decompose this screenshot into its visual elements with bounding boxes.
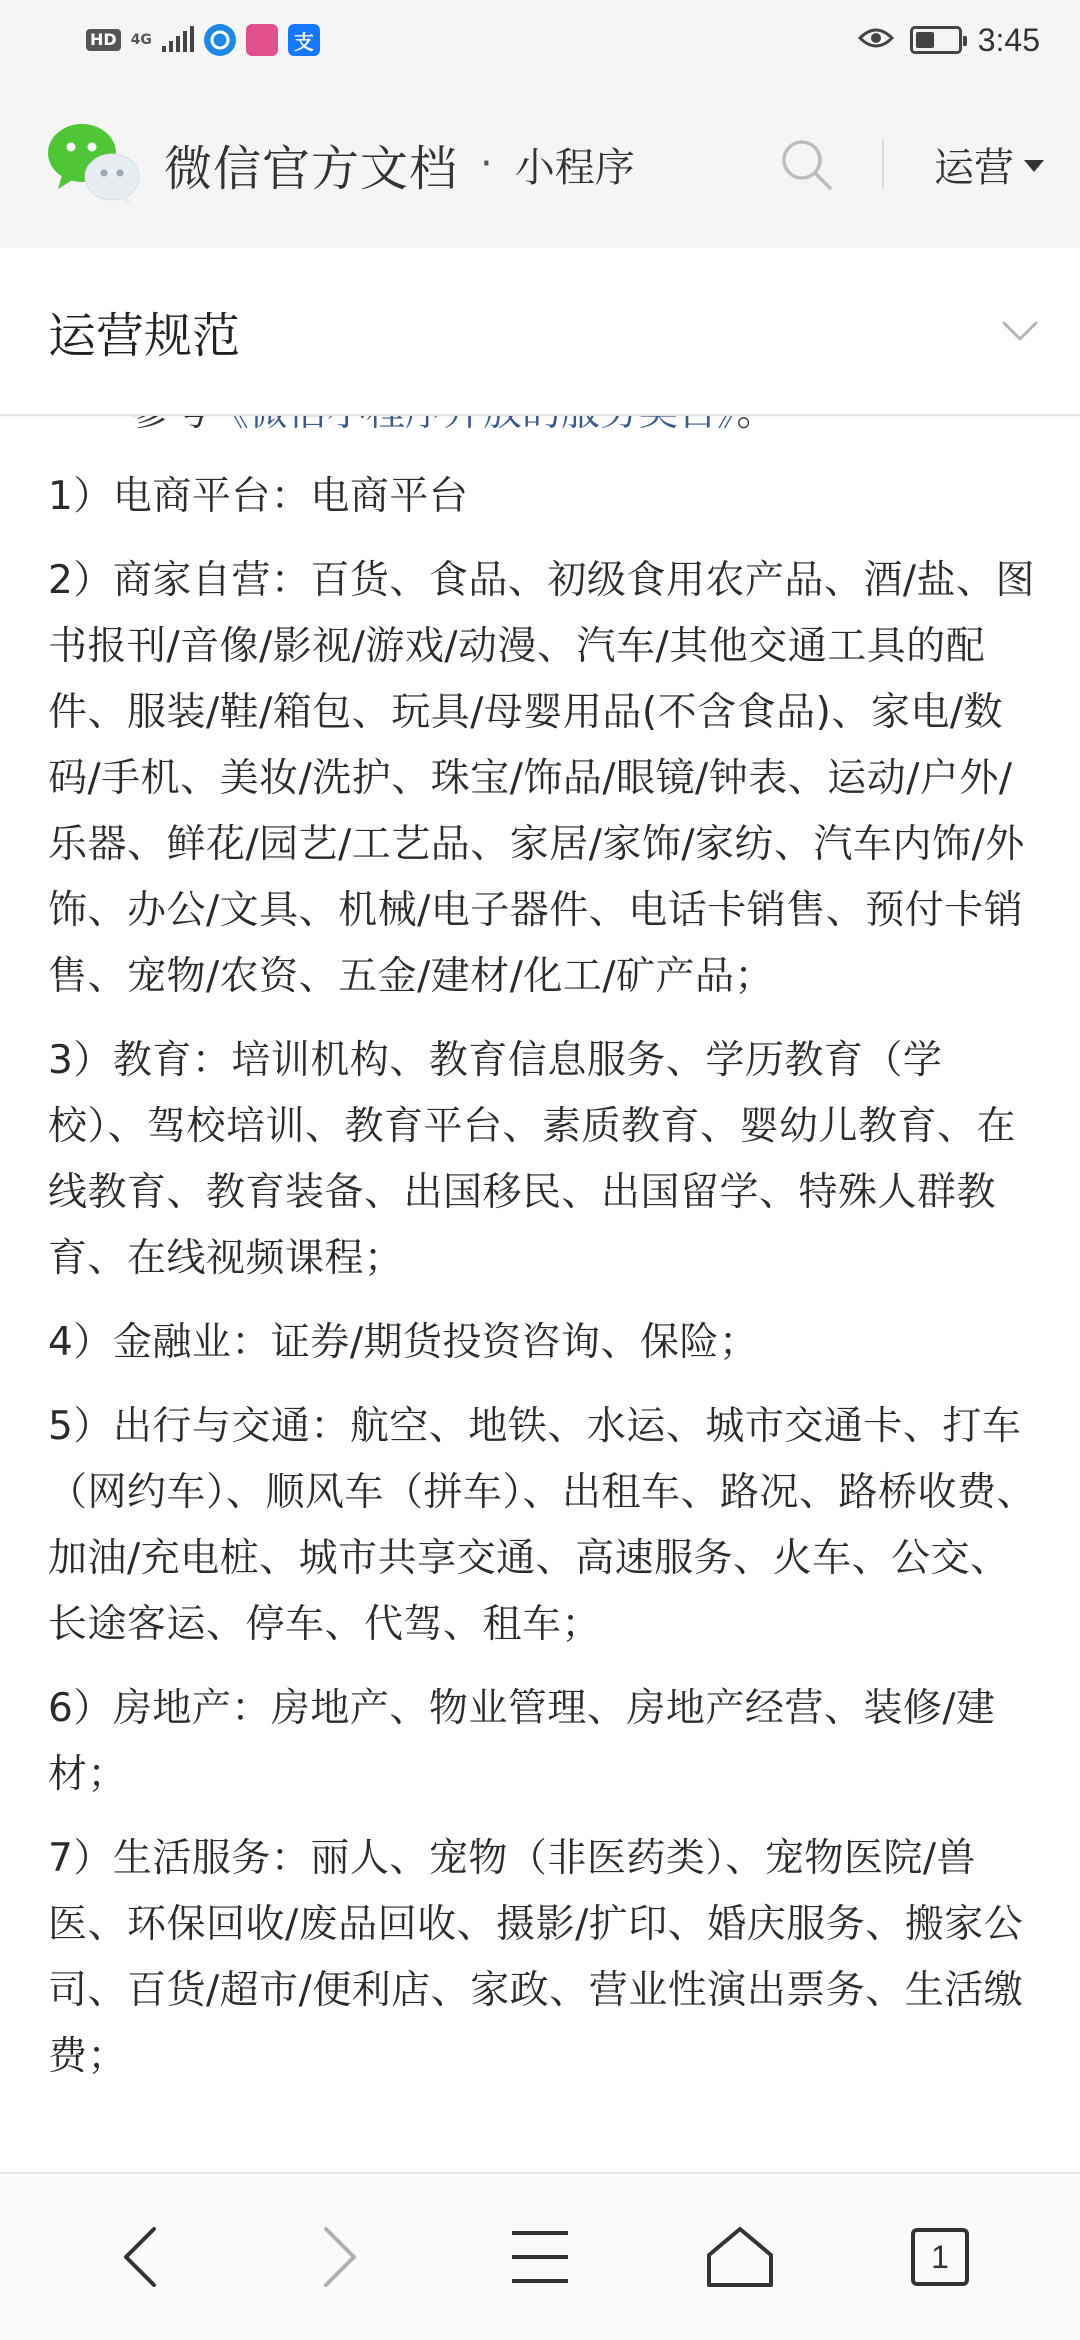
home-icon [705,2225,775,2289]
ops-menu-dropdown[interactable] [934,136,1044,193]
section-title: 运营规范 [48,307,241,364]
battery-level [916,32,934,48]
forward-button[interactable] [280,2197,400,2317]
category-paragraph: 6）房地产：房地产、物业管理、房地产经营、装修/建材； [48,1686,996,1797]
category-paragraph: 5）出行与交通：航空、地铁、水运、城市交通卡、打车（网约车）、顺风车（拼车）、出租车、路况、路桥收费、加油/充电桩、城市共享交通、高速服务、火车、公交、长途客运、停车、代驾、租车； [48,1404,1037,1647]
category-paragraph: 1）电商平台：电商平台 [48,474,469,519]
category-paragraph: 7）生活服务：丽人、宠物（非医药类）、宠物医院/兽医、环保回收/废品回收、摄影/扩印、婚庆服务、搬家公司、百货/超市/便利店、家政、营业性演出票务、生活缴费； [48,1836,1024,2079]
home-button[interactable] [680,2197,800,2317]
tabs-button[interactable] [880,2197,1000,2317]
header-divider [882,139,884,189]
search-icon [778,136,834,192]
status-bar [0,0,1080,80]
site-subtitle[interactable]: 小程序 [514,144,635,191]
browser-bottom-nav [0,2172,1080,2340]
section-selector[interactable] [0,248,1080,416]
title-separator: · [480,141,493,187]
category-paragraph: 2）商家自营：百货、食品、初级食用农产品、酒/盐、图书报刊/音像/影视/游戏/动漫、汽车/其他交通工具的配件、服装/鞋/箱包、玩具/母婴用品(不含食品)、家电/数码/手机、美妆/洗护、珠宝/饰品/眼镜/钟表、运动/户外/乐器、鲜花/园艺/工艺品、家居/家饰/家纺、汽车内饰/外饰、办公/文具、机械/电子器件、电话卡销售、预付卡销售、宠物/农资、五金/建材/化工/矿产品； [48,558,1035,999]
network-label: 4G [130,32,152,48]
category-paragraph: 4）金融业：证券/期货投资咨询、保险； [48,1320,759,1365]
menu-icon [510,2229,570,2285]
menu-button[interactable] [480,2197,600,2317]
forward-icon [320,2225,360,2289]
category-paragraph: 3）教育：培训机构、教育信息服务、学历教育（学校）、驾校培训、教育平台、素质教育、婴幼儿教育、在线教育、教育装备、出国移民、出国留学、特殊人群教育、在线视频课程； [48,1038,1017,1281]
app-notification-icon [246,24,278,56]
app-header [0,80,1080,248]
network-type [131,33,152,47]
browser-notification-icon [204,24,236,56]
article-content[interactable] [0,380,1080,2172]
chevron-down-icon[interactable] [1000,311,1040,351]
caret-down-icon [1024,160,1044,172]
status-left [86,24,320,56]
wechat-logo-icon [44,119,144,209]
tab-count: 1 [911,2228,969,2286]
back-icon [120,2225,160,2289]
signal-icon [162,28,194,52]
status-right [858,22,1040,59]
ops-menu-label: 运营 [934,144,1014,191]
site-title[interactable]: 微信官方文档 [164,140,459,197]
eye-icon [858,25,894,55]
battery-icon [910,26,962,54]
clock: 3:45 [977,21,1040,58]
search-button[interactable] [774,132,838,196]
hd-indicator: HD [86,29,121,51]
back-button[interactable] [80,2197,200,2317]
alipay-notification-icon: 支 [288,24,320,56]
